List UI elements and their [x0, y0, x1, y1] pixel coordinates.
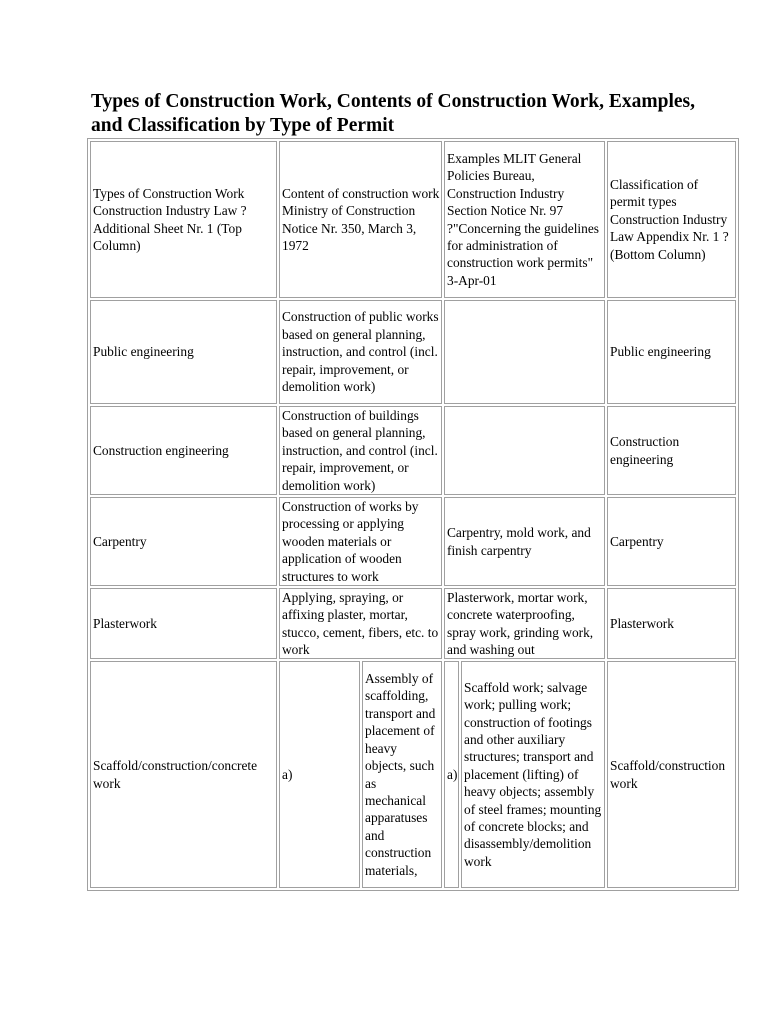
- row-plaster-type: Plasterwork: [93, 615, 157, 631]
- row-carpentry-type: Carpentry: [93, 533, 147, 549]
- row-scaffold-examples-marker: a): [447, 766, 458, 782]
- row-public-classification-cell: [607, 300, 736, 404]
- header-examples: Examples MLIT General Policies Bureau, Construction Industry Section Notice Nr. 97 ?"Concerning the guidelines for administration of construction work permits" 3-Apr-01: [447, 150, 599, 288]
- header-cell-content: [279, 141, 442, 298]
- header-cell-classification: [607, 141, 736, 298]
- row-public-type: Public engineering: [93, 344, 194, 360]
- row-public-examples-cell: [444, 300, 605, 404]
- row-plaster-examples-cell: [444, 588, 605, 659]
- row-construction-classification: Construction engineering: [610, 434, 680, 467]
- header-content: Content of construction work Ministry of Construction Notice Nr. 350, March 3, 1972: [282, 185, 440, 253]
- row-scaffold-content-cell: [362, 661, 442, 888]
- row-construction-type: Construction engineering: [93, 442, 229, 458]
- row-scaffold-content: Assembly of scaffolding, transport and placement of heavy objects, such as mechanical apparatuses and construction materials,: [365, 671, 436, 878]
- row-carpentry-classification-cell: [607, 497, 736, 586]
- row-public-content-cell: [279, 300, 442, 404]
- page-title: Types of Construction Work, Contents of Construction Work, Examples, and Classification by Type of Permit: [91, 91, 696, 136]
- row-carpentry-content: Construction of works by processing or applying wooden materials or application of wooden structures to work: [282, 498, 419, 584]
- row-plaster-content: Applying, spraying, or affixing plaster, mortar, stucco, cement, fibers, etc. to work: [282, 589, 439, 657]
- row-scaffold-examples: Scaffold work; salvage work; pulling work; construction of footings and other auxiliary structures; transport and placement (lifting) of heavy objects; assembly of steel frames; mounting of concrete blocks; and disassembly/demolition work: [464, 679, 602, 869]
- permit-classification-table: [87, 138, 739, 891]
- row-construction-type-cell: [90, 406, 277, 495]
- row-carpentry-examples-cell: [444, 497, 605, 586]
- row-plaster-classification-cell: [607, 588, 736, 659]
- header-types: Types of Construction Work Construction Industry Law ? Additional Sheet Nr. 1 (Top Column): [93, 185, 247, 253]
- row-construction-examples-cell: [444, 406, 605, 495]
- row-scaffold-content-marker-cell: [279, 661, 360, 888]
- header-cell-types: [90, 141, 277, 298]
- row-scaffold-type-cell: [90, 661, 277, 888]
- row-scaffold-content-marker: a): [282, 766, 293, 782]
- row-public-type-cell: [90, 300, 277, 404]
- row-plaster-type-cell: [90, 588, 277, 659]
- header-cell-examples: [444, 141, 605, 298]
- header-classification: Classification of permit types Construction Industry Law Appendix Nr. 1 ?(Bottom Column): [610, 176, 729, 262]
- row-construction-classification-cell: [607, 406, 736, 495]
- row-plaster-content-cell: [279, 588, 442, 659]
- row-construction-content-cell: [279, 406, 442, 495]
- row-carpentry-classification: Carpentry: [610, 533, 664, 549]
- row-construction-content: Construction of buildings based on general planning, instruction, and control (incl. repair, improvement, or demolition work): [282, 407, 438, 493]
- row-carpentry-examples: Carpentry, mold work, and finish carpentry: [447, 525, 591, 558]
- row-scaffold-type: Scaffold/construction/concrete work: [93, 758, 258, 791]
- row-scaffold-examples-marker-cell: [444, 661, 459, 888]
- row-plaster-examples: Plasterwork, mortar work, concrete waterproofing, spray work, grinding work, and washing out: [447, 589, 594, 657]
- row-scaffold-examples-cell: [461, 661, 605, 888]
- row-carpentry-type-cell: [90, 497, 277, 586]
- row-public-content: Construction of public works based on general planning, instruction, and control (incl. repair, improvement, or demolition work): [282, 309, 439, 395]
- row-plaster-classification: Plasterwork: [610, 615, 674, 631]
- row-public-classification: Public engineering: [610, 344, 711, 360]
- row-scaffold-classification: Scaffold/construction work: [610, 758, 726, 791]
- row-scaffold-classification-cell: [607, 661, 736, 888]
- row-carpentry-content-cell: [279, 497, 442, 586]
